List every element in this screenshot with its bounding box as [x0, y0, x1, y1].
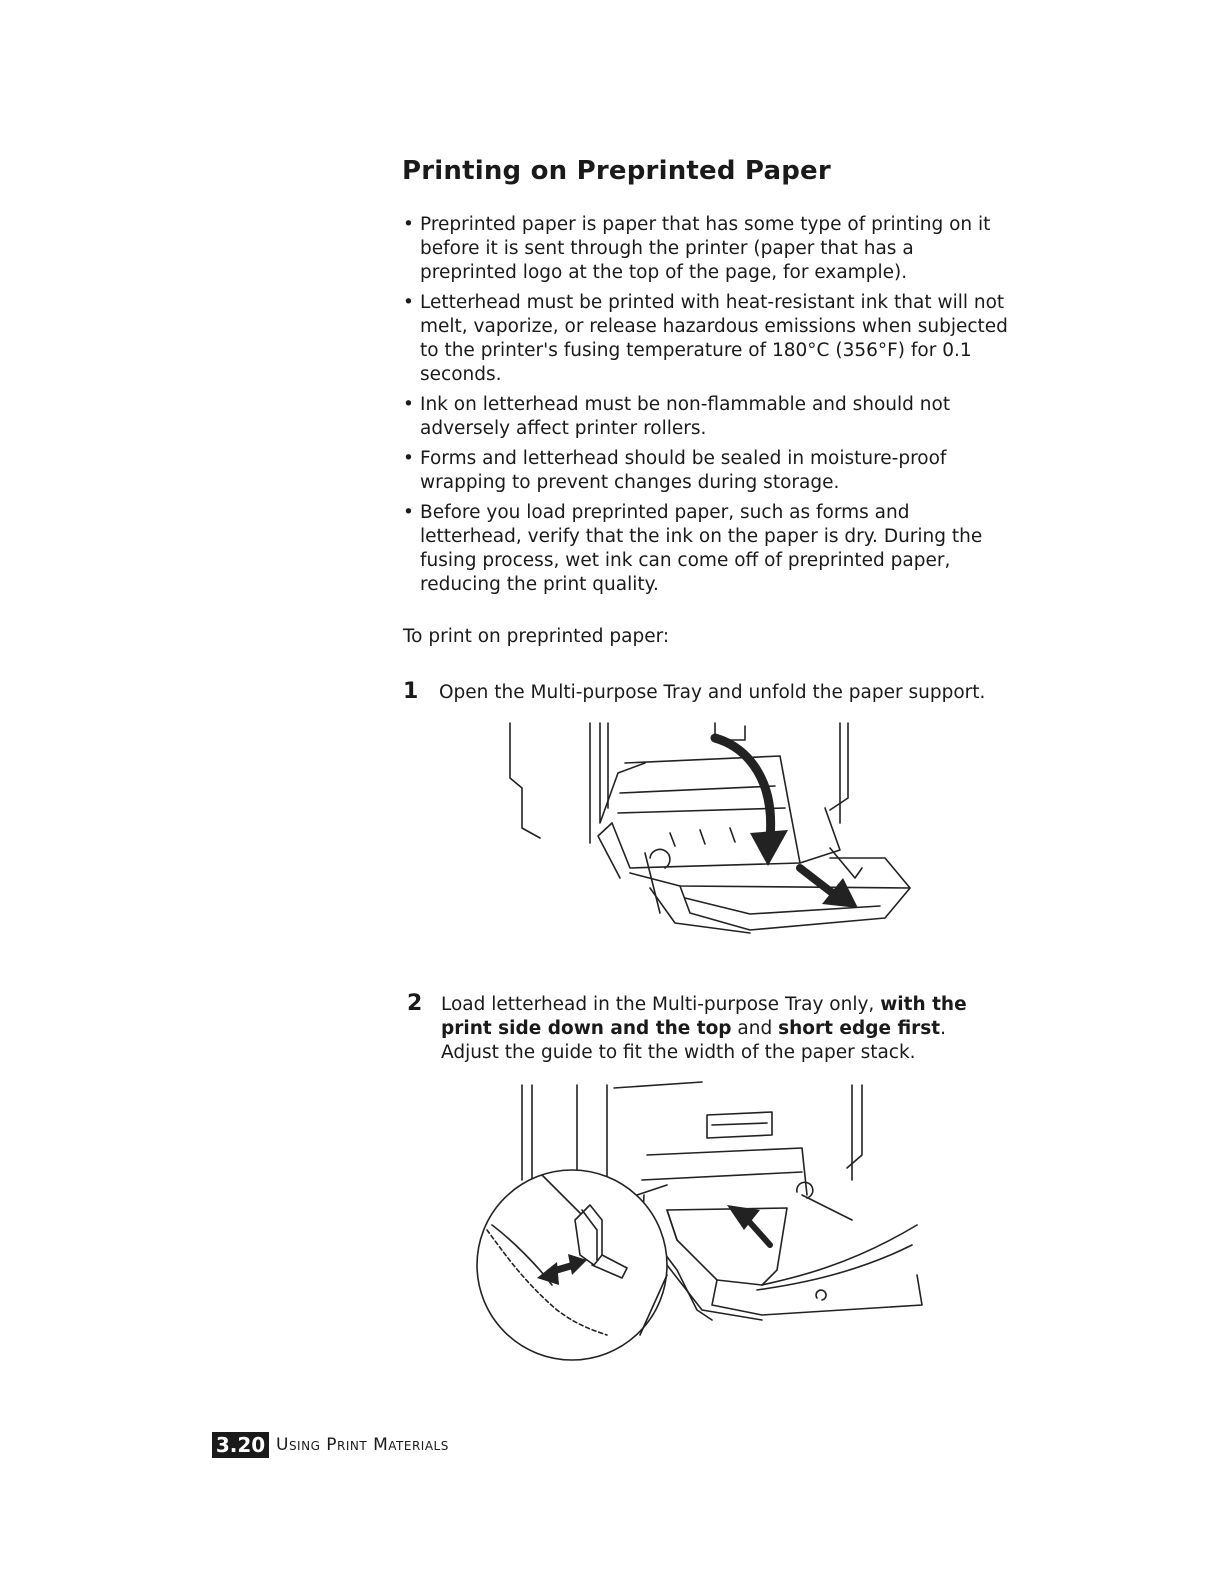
footer-section-title: Using Print Materials [276, 1435, 449, 1455]
step-text [407, 993, 987, 1065]
section-heading: Printing on Preprinted Paper [402, 156, 831, 186]
step-text-part: and [731, 1018, 779, 1039]
step-2 [407, 993, 987, 1065]
list-item: • Before you load preprinted paper, such as forms and letterhead, verify that the ink on the paper is dry. During the fusing process, wet ink can come off of preprinted paper, reducing the print quality. [403, 501, 1013, 597]
step-text: Open the Multi-purpose Tray and unfold the paper support. [439, 682, 986, 703]
load-paper-illustration [462, 1080, 932, 1362]
emphasis: short edge first [778, 1018, 941, 1039]
list-item: • Letterhead must be printed with heat-resistant ink that will not melt, vaporize, or release hazardous emissions when subjected to the printer's fusing temperature of 180°C (356°F) for 0.1 seconds. [403, 291, 1013, 387]
step-number: 1 [403, 679, 419, 704]
list-item: • Forms and letterhead should be sealed in moisture-proof wrapping to prevent changes during storage. [403, 447, 1013, 495]
step-text-part: Load letterhead in the Multi-purpose Tray only, [441, 994, 881, 1015]
step-text-part: . [940, 1018, 947, 1039]
procedure-intro: To print on preprinted paper: [403, 626, 670, 647]
tray-open-illustration [500, 718, 920, 940]
list-item: • Ink on letterhead must be non-flammable and should not adversely affect printer rollers. [403, 393, 1013, 441]
step-text-part: Adjust the guide to fit the width of the paper stack. [441, 1042, 916, 1063]
emphasis: with the print side down and the top [441, 994, 967, 1039]
list-item: • Preprinted paper is paper that has some type of printing on it before it is sent through the printer (paper that has a preprinted logo at the top of the page, for example). [403, 213, 1013, 285]
guideline-list [403, 213, 1013, 603]
page-number-badge: 3.20 [212, 1432, 269, 1458]
step-1 [403, 681, 1013, 705]
step-number: 2 [407, 991, 423, 1016]
